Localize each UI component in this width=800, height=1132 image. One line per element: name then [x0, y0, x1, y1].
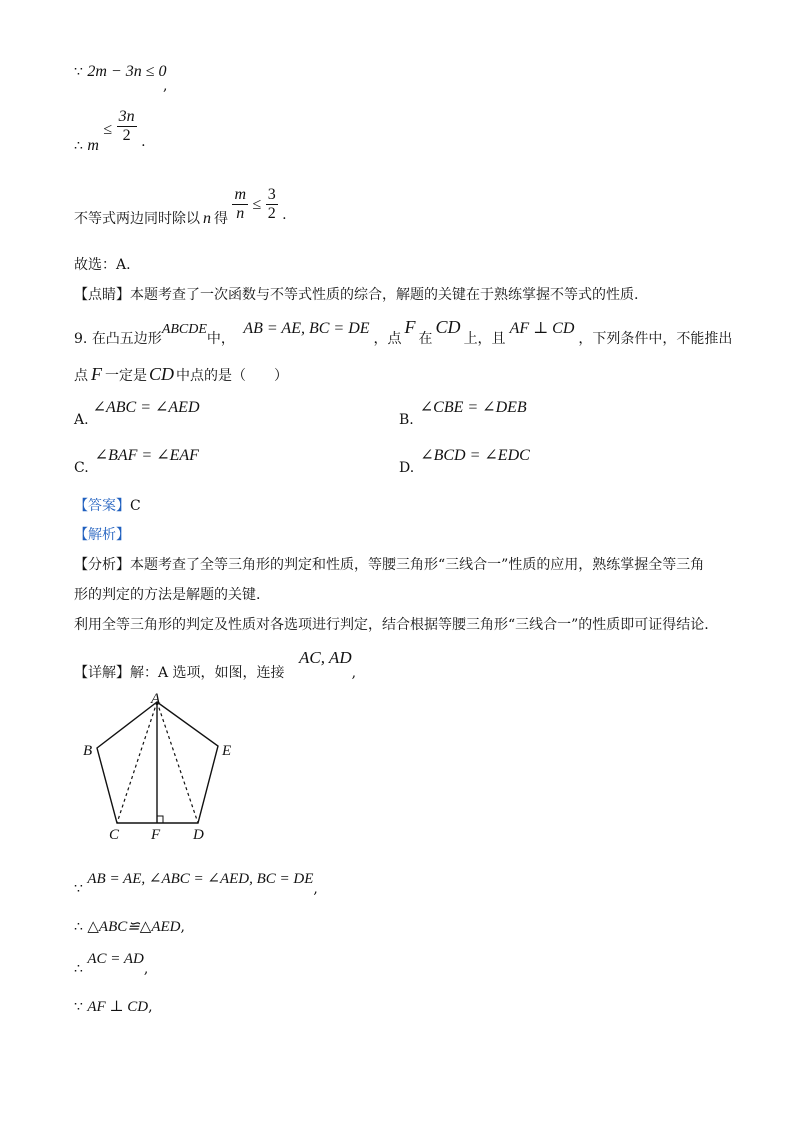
q2-text-a: 点 — [74, 368, 88, 384]
fraction-3n-2 — [117, 108, 137, 146]
proof-3-tail: , — [143, 961, 149, 977]
detail-math: AC, AD — [299, 648, 352, 667]
period: . — [141, 133, 146, 150]
question-9-line-1 — [74, 317, 733, 347]
q-point-f: F — [404, 317, 416, 337]
option-a-math: ∠ABC = ∠AED — [92, 399, 200, 416]
question-9-line-2 — [74, 364, 288, 386]
pentagon-figure — [80, 690, 250, 845]
leq-symbol-2: ≤ — [252, 195, 262, 213]
because-symbol-2: ∵ — [74, 999, 83, 1015]
therefore-symbol-2: ∴ — [74, 961, 83, 977]
proof-2-tail: , — [180, 919, 185, 935]
question-number: 9. — [74, 331, 88, 347]
proof-4-tail: , — [148, 999, 153, 1015]
label-c: C — [109, 827, 120, 843]
proof-3-math: AC = AD — [87, 951, 144, 967]
period-2: . — [282, 206, 287, 223]
choice-statement: 故选：A. — [74, 257, 131, 273]
q-text-5: 上，且 — [463, 331, 506, 347]
q2-text-c: 中点的是（ ） — [176, 368, 289, 384]
proof-1-tail: , — [313, 881, 318, 897]
option-c[interactable] — [74, 446, 199, 476]
option-b-math: ∠CBE = ∠DEB — [419, 399, 527, 416]
denominator-2: 2 — [267, 205, 276, 223]
line-3-text: 不等式两边同时除以 — [74, 210, 200, 227]
line-1-tail: , — [163, 78, 168, 94]
leq-symbol: ≤ — [103, 120, 113, 138]
proof-2-math: △ABC≌△AED — [87, 919, 181, 935]
line-1 — [74, 62, 167, 81]
numerator-3: 3 — [266, 186, 278, 205]
line-3-text2: 得 — [214, 210, 228, 227]
proof-line-3 — [74, 950, 149, 977]
detail-line — [74, 648, 357, 681]
option-d-math: ∠BCD = ∠EDC — [420, 447, 530, 464]
detail-text: 【详解】解：A 选项，如图，连接 — [74, 665, 285, 681]
proof-4-math: AF ⊥ CD — [87, 999, 149, 1015]
fraction-m-n — [232, 186, 248, 224]
q-text-4: 在 — [418, 331, 433, 347]
q-segment-cd: CD — [435, 317, 461, 337]
because-symbol-1: ∵ — [74, 881, 83, 897]
q-text-2: 中， — [206, 331, 235, 347]
option-b[interactable] — [399, 398, 527, 428]
option-b-label: B. — [399, 412, 414, 428]
answer-value: C — [130, 498, 141, 514]
segment-ac — [117, 702, 157, 823]
because-symbol: ∵ — [74, 64, 83, 80]
label-e: E — [222, 743, 232, 759]
analysis-line-3: 利用全等三角形的判定及性质对各选项进行判定，结合根据等腰三角形“三线合一”的性质即可证得结论. — [74, 617, 709, 633]
fraction-3-2 — [266, 186, 278, 224]
denominator-n: n — [236, 205, 245, 223]
proof-line-2 — [74, 918, 185, 936]
option-c-label: C. — [74, 460, 89, 476]
option-a[interactable] — [74, 398, 200, 428]
label-f: F — [151, 827, 161, 843]
segment-ad — [157, 702, 198, 823]
label-d: D — [193, 827, 204, 843]
numerator-m: m — [232, 186, 248, 205]
denominator: 2 — [122, 127, 131, 145]
inequality: 2m − 3n ≤ 0 — [87, 63, 167, 80]
proof-line-1 — [74, 870, 318, 897]
proof-line-4 — [74, 998, 153, 1016]
analysis-line-2: 形的判定的方法是解题的关键. — [74, 587, 261, 603]
right-angle-mark — [157, 816, 163, 823]
option-d-label: D. — [399, 460, 415, 476]
option-d[interactable] — [399, 446, 530, 476]
variable-n: n — [203, 209, 211, 227]
analysis-line-1: 【分析】本题考查了全等三角形的判定和性质，等腰三角形“三线合一”性质的应用，熟练掌握全等三角 — [74, 557, 705, 573]
q-condition: AB = AE, BC = DE — [243, 320, 370, 337]
numerator: 3n — [117, 108, 137, 127]
analysis-tag: 【解析】 — [74, 527, 130, 543]
label-b: B — [83, 743, 93, 759]
q2-point-f: F — [91, 364, 102, 384]
therefore-symbol: ∴ — [74, 137, 83, 154]
answer-tag: 【答案】 — [74, 498, 130, 514]
q2-text-b: 一定是 — [105, 368, 147, 384]
line-3 — [74, 186, 287, 227]
q-text-6: ，下列条件中，不能推出 — [578, 331, 733, 347]
q-text-1: 在凸五边形 — [91, 331, 162, 347]
answer-line — [74, 498, 141, 515]
option-a-label: A. — [74, 412, 89, 428]
variable-m: m — [87, 136, 99, 154]
q-text-3: ，点 — [373, 331, 402, 347]
q2-segment-cd: CD — [149, 364, 175, 384]
option-c-math: ∠BAF = ∠EAF — [94, 447, 199, 464]
proof-1-math: AB = AE, ∠ABC = ∠AED, BC = DE — [87, 871, 314, 887]
dianjing-note: 【点睛】本题考查了一次函数与不等式性质的综合，解题的关键在于熟练掌握不等式的性质. — [74, 287, 639, 303]
label-a: A — [151, 691, 161, 707]
therefore-symbol-1: ∴ — [74, 919, 83, 935]
pentagon-name: ABCDE — [161, 322, 207, 337]
q-perpendicular: AF ⊥ CD — [509, 320, 575, 337]
detail-tail: , — [351, 665, 357, 681]
line-2 — [74, 108, 146, 154]
